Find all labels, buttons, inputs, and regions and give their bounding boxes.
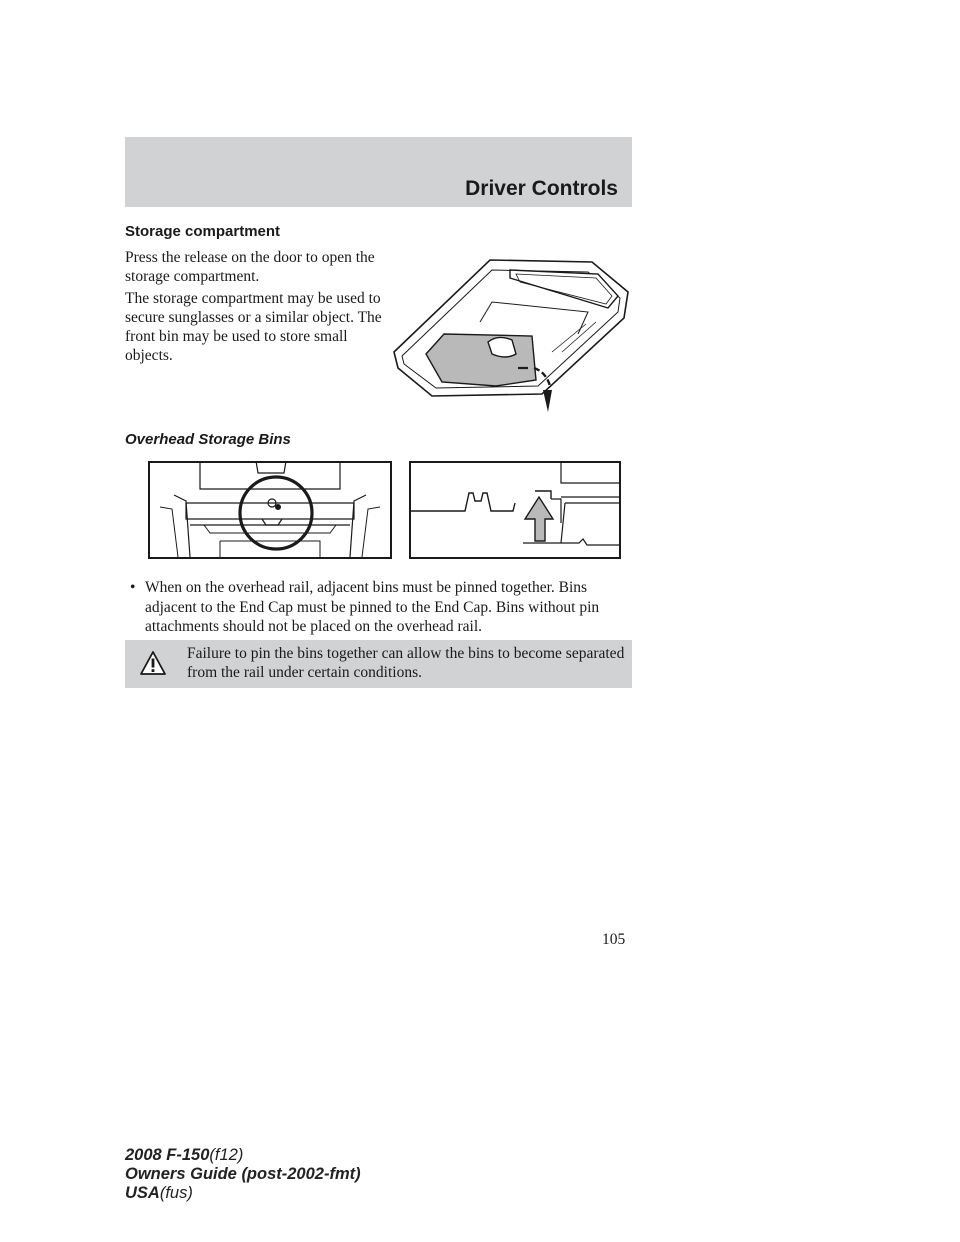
footer-line-market — [125, 1184, 361, 1203]
bin-pin-closeup-figure — [148, 461, 392, 559]
footer-line-guide — [125, 1165, 361, 1184]
header-band — [125, 137, 632, 207]
footer-market-code: (fus) — [159, 1184, 193, 1202]
rail-pin-arrow-figure — [409, 461, 621, 559]
document-footer — [125, 1146, 361, 1203]
warning-triangle-icon — [139, 650, 167, 676]
overhead-console-illustration — [392, 252, 632, 414]
warning-text: Failure to pin the bins together can allow the bins to become separated from the rail under certain conditions. — [187, 645, 625, 681]
bullet-text: When on the overhead rail, adjacent bins must be pinned together. Bins adjacent to the End Cap must be pinned to the End Cap. Bins without pin attachments should not be placed on the overhead rail. — [145, 579, 600, 635]
footer-model: 2008 F-150 — [125, 1146, 210, 1164]
bullet-marker: • — [130, 579, 136, 596]
page-number: 105 — [602, 931, 626, 948]
footer-market: USA — [125, 1184, 160, 1202]
warning-box — [125, 640, 632, 688]
overhead-storage-bins-title: Overhead Storage Bins — [125, 431, 291, 448]
section-header-title: Driver Controls — [465, 177, 618, 200]
storage-para-sunglasses: The storage compartment may be used to secure sunglasses or a similar object. The front bin may be used to store small objects. — [125, 290, 382, 364]
storage-compartment-title: Storage compartment — [125, 223, 281, 240]
footer-guide: Owners Guide (post-2002-fmt) — [125, 1165, 361, 1183]
storage-para-release: Press the release on the door to open the storage compartment. — [125, 249, 375, 285]
footer-line-model — [125, 1146, 361, 1165]
footer-model-code: (f12) — [209, 1146, 244, 1164]
